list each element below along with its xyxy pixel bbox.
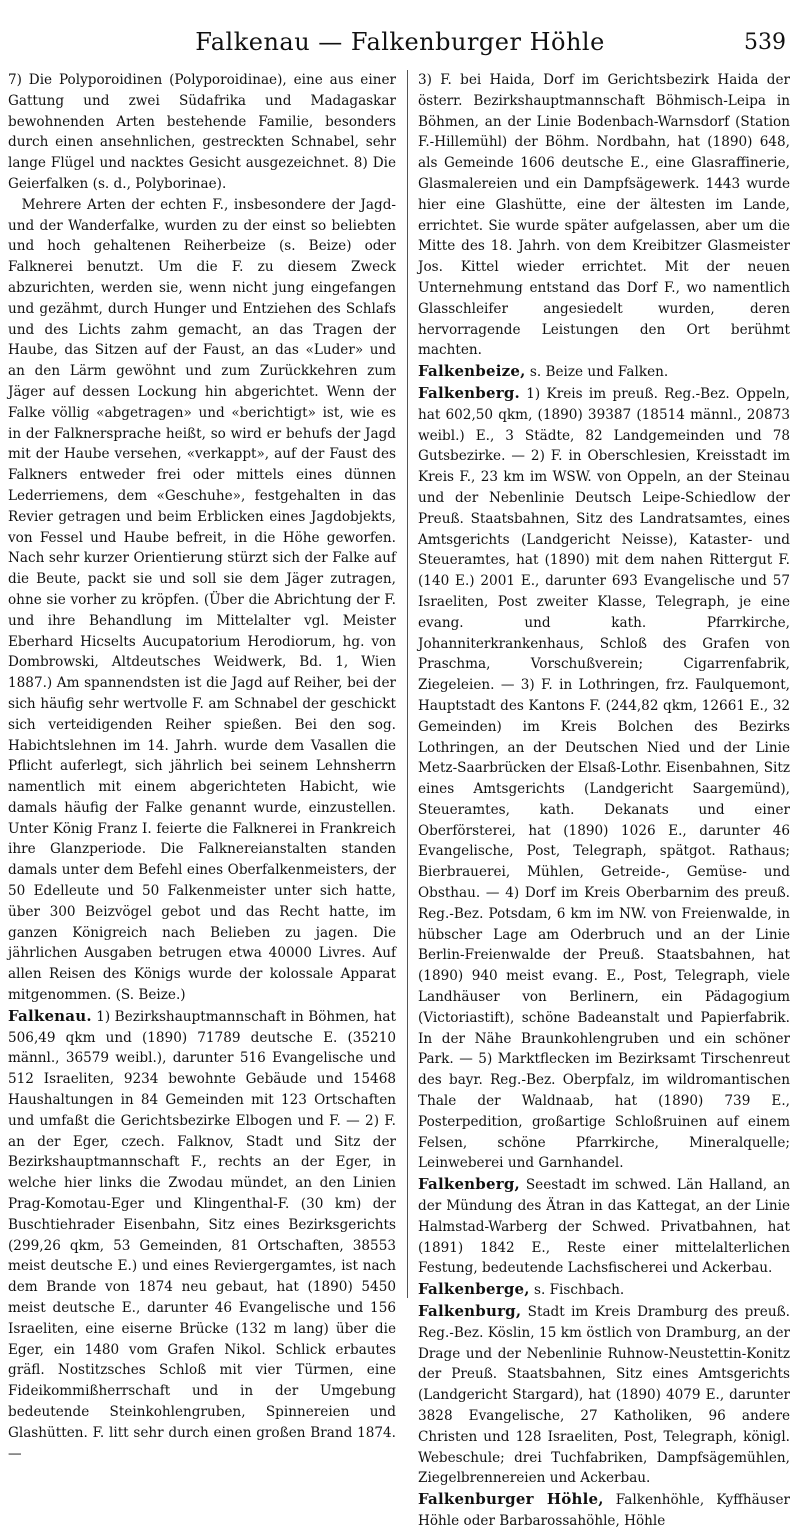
entry-text: s. Beize und Falken. <box>525 364 669 381</box>
entry-text: Falkenhöhle, Kyffhäuser Höhle oder Barbarossahöhle, Höhle <box>418 1492 790 1529</box>
text-paragraph <box>8 70 396 195</box>
page-number: 539 <box>744 30 786 55</box>
dictionary-entry <box>418 383 790 1174</box>
dictionary-entry <box>418 1301 790 1489</box>
page-title: Falkenau — Falkenburger Höhle <box>195 28 605 56</box>
dictionary-entry <box>8 1006 396 1465</box>
entry-text: s. Fischbach. <box>529 1282 625 1299</box>
text-paragraph <box>418 70 790 361</box>
right-column <box>418 70 790 1529</box>
entry-text: Stadt im Kreis Dramburg des preuß. Reg.-Bez. Köslin, 15 km östlich von Dramburg, an der Drage und der Nebenlinie Ruhnow-Neustettin-Konitz der Preuß. Staatsbahnen, Sitz eines Amtsgerichts (Landgericht Stargard), hat (1890) 4079 E., darunter 3828 Evangelische, 27 Katholiken, 96 andere Christen und 128 Israeliten, Post, Telegraph, königl. Webeschule; drei Tuchfabriken, Dampfsägemühlen, Ziegelbrennereien und Ackerbau. <box>418 1304 790 1487</box>
entry-text: 7) Die Polyporoidinen (Polyporoidinae), eine aus einer Gattung und zwei Südafrika und Madagaskar bewohnenden Arten bestehende Familie, besonders durch einen ansehnlichen, gestreckten Schnabel, sehr lange Flügel und nacktes Gesicht ausgezeichnet. 8) Die Geierfalken (s. d., Polyborinae). <box>8 72 396 192</box>
entry-headword: Falkenberg. <box>418 383 520 402</box>
entry-headword: Falkenau. <box>8 1006 92 1025</box>
column-divider <box>407 70 408 1298</box>
entry-headword: Falkenberge, <box>418 1280 530 1299</box>
dictionary-entry <box>418 1279 790 1301</box>
entry-text: Mehrere Arten der echten F., insbesondere der Jagd- und der Wanderfalke, wurden zu der einst so beliebten und hoch gehaltenen Reiherbeize (s. Beize) oder Falknerei benutzt. Um die F. zu diesem Zweck abzurichten, werden sie, wenn nicht jung eingefangen und gezähmt, durch Hunger und Entziehen des Schlafs und des Lichts zahm gemacht, an das Tragen der Haube, das Sitzen auf der Faust, an das «Luder» und an den Lärm gewöhnt und zum Zurückkehren zum Jäger auf dessen Lockung hin abgerichtet. Wenn der Falke völlig «abgetragen» und «berichtigt» ist, wie es in der Falknersprache heißt, so wird er behufs der Jagd mit der Haube versehen, «verkappt», auf der Faust des Falkners entweder frei oder mittels eines dünnen Lederriemens, dem «Geschuhe», festgehalten in das Revier getragen und beim Erblicken eines Jagdobjekts, von Fessel und Haube befreit, in die Höhe geworfen. Nach sehr kurzer Orientierung stürzt sich der Falke auf die Beute, packt sie und soll sie dem Jäger zutragen, ohne sie vorher zu kröpfen. (Über die Abrichtung der F. und ihre Behandlung im Mittelalter vgl. Meister Eberhard Hicselts Aucupatorium Herodiorum, hg. von Dombrowski, Altdeutsches Weidwerk, Bd. 1, Wien 1887.) Am spannendsten ist die Jagd auf Reiher, bei der sich häufig sehr wertvolle F. am Schnabel der geschickt sich verteidigenden Reiher spießen. Bei den sog. Habichtslehnen im 14. Jahrh. wurde dem Vasallen die Pflicht auferlegt, sich jährlich bei seinem Lehnsherrn namentlich mit einem abgerichteten Habicht, wie damals häufig der Falke genannt wurde, einzustellen. Unter König Franz I. feierte die Falknerei in Frankreich ihre Glanzperiode. Die Falknereianstalten standen damals unter dem Befehl eines Oberfalkenmeisters, der 50 Edelleute und 50 Falkenmeister unter sich hatte, über 300 Beizvögel gebot und das Recht hatte, im ganzen Königreich nach Belieben zu jagen. Die jährlichen Ausgaben betrugen etwa 40000 Livres. Auf allen Reisen des Königs wurde der kolossale Apparat mitgenommen. (S. Beize.) <box>8 196 396 1004</box>
entry-text: 1) Bezirkshauptmannschaft in Böhmen, hat 506,49 qkm und (1890) 71789 deutsche E. (35210 männl., 36579 weibl.), darunter 516 Evangelische und 512 Israeliten, 9234 bewohnte Gebäude und 15468 Haushaltungen in 84 Gemeinden mit 123 Ortschaften und umfaßt die Gerichtsbezirke Elbogen und F. — 2) F. an der Eger, czech. Falknov, Stadt und Sitz der Bezirkshauptmannschaft F., rechts an der Eger, in welche hier links die Zwodau mündet, an den Linien Prag-Komotau-Eger und Klingenthal-F. (30 km) der Buschtiehrader Eisenbahn, Sitz eines Bezirksgerichts (299,26 qkm, 53 Gemeinden, 81 Ortschaften, 38553 meist deutsche E.) und eines Reviergergamtes, ist nach dem Brande von 1874 neu gebaut, hat (1890) 5450 meist deutsche E., darunter 46 Evangelische und 156 Israeliten, eine eiserne Brücke (132 m lang) über die Eger, ein 1480 vom Grafen Nikol. Schlick erbautes gräfl. Nostitzsches Schloß mit vier Türmen, eine Fideikommißherrschaft und in der Umgebung bedeutende Steinkohlengruben, Spinnereien und Glashütten. F. litt sehr durch einen großen Brand 1874. — <box>8 1008 396 1462</box>
dictionary-entry <box>418 1489 790 1532</box>
left-column <box>8 70 396 1462</box>
entry-headword: Falkenburg, <box>418 1302 522 1321</box>
dictionary-entry <box>418 361 790 383</box>
entry-headword: Falkenburger Höhle, <box>418 1490 604 1509</box>
entry-headword: Falkenberg, <box>418 1175 520 1194</box>
entry-text: 1) Kreis im preuß. Reg.-Bez. Oppeln, hat 602,50 qkm, (1890) 39387 (18514 männl., 20873 weibl.) E., 3 Städte, 82 Landgemeinden und 78 Gutsbezirke. — 2) F. in Oberschlesien, Kreisstadt im Kreis F., 23 km im WSW. von Oppeln, an der Steinau und der Nebenlinie Deutsch Leipe-Schiedlow der Preuß. Staatsbahnen, Sitz des Landratsamtes, eines Amtsgerichts (Landgericht Neisse), Kataster- und Steueramtes, hat (1890) mit dem nahen Rittergut F. (140 E.) 2001 E., darunter 693 Evangelische und 57 Israeliten, Post zweiter Klasse, Telegraph, je eine evang. und kath. Pfarrkirche, Johanniterkrankenhaus, Schloß des Grafen von Praschma, Vorschußverein; Cigarrenfabrik, Ziegeleien. — 3) F. in Lothringen, frz. Faulquemont, Hauptstadt des Kantons F. (244,82 qkm, 12661 E., 32 Gemeinden) im Kreis Bolchen des Bezirks Lothringen, an der Deutschen Nied und der Linie Metz-Saarbrücken der Elsaß-Lothr. Eisenbahnen, Sitz eines Amtsgerichts (Landgericht Saargemünd), Steueramtes, kath. Dekanats und einer Oberförsterei, hat (1890) 1026 E., darunter 46 Evangelische, Post, Telegraph, spätgot. Rathaus; Bierbrauerei, Mühlen, Getreide-, Gemüse- und Obsthau. — 4) Dorf im Kreis Oberbarnim des preuß. Reg.-Bez. Potsdam, 6 km im NW. von Freienwalde, in hübscher Lage am Oderbruch und an der Linie Berlin-Freienwalde der Preuß. Staatsbahnen, hat (1890) 940 meist evang. E., Post, Telegraph, viele Landhäuser von Berlinern, ein Pädagogium (Victoriastift), schöne Badeanstalt und Papierfabrik. In der Nähe Braunkohlengruben und ein schöner Park. — 5) Marktflecken im Bezirksamt Tirschenreut des bayr. Reg.-Bez. Oberpfalz, im wildromantischen Thale der Waldnaab, hat (1890) 739 E., Posterpedition, großartige Schloßruinen auf einem Felsen, schöne Pfarrkirche, Mineralquelle; Leinweberei und Garnhandel. <box>418 385 790 1172</box>
running-head <box>0 22 800 62</box>
entry-headword: Falkenbeize, <box>418 362 526 381</box>
dictionary-entry <box>418 1174 790 1279</box>
entry-text: Seestadt im schwed. Län Halland, an der Mündung des Ätran in das Kattegat, an der Linie Halmstad-Warberg der Schwed. Privatbahnen, hat (1891) 1842 E., Reste einer mittelalterlichen Festung, bedeutende Lachsfischerei und Ackerbau. <box>418 1177 790 1277</box>
entry-text: 3) F. bei Haida, Dorf im Gerichtsbezirk Haida der österr. Bezirkshauptmannschaft Böhmisch-Leipa in Böhmen, an der Linie Bodenbach-Warnsdorf (Station F.-Hillemühl) der Böhm. Nordbahn, hat (1890) 648, als Gemeinde 1606 deutsche E., eine Glasraffinerie, Glasmalereien und ein Dampfsägewerk. 1443 wurde hier eine Glashütte, eine der ältesten im Lande, errichtet. Sie wurde später aufgelassen, aber um die Mitte des 18. Jahrh. von dem Kreibitzer Glasmeister Jos. Kittel wieder errichtet. Mit der neuen Unternehmung entstand das Dorf F., wo namentlich Glasschleifer angesiedelt wurden, deren hervorragende Leistungen den Ort berühmt machten. <box>418 72 790 359</box>
text-paragraph <box>8 195 396 1006</box>
